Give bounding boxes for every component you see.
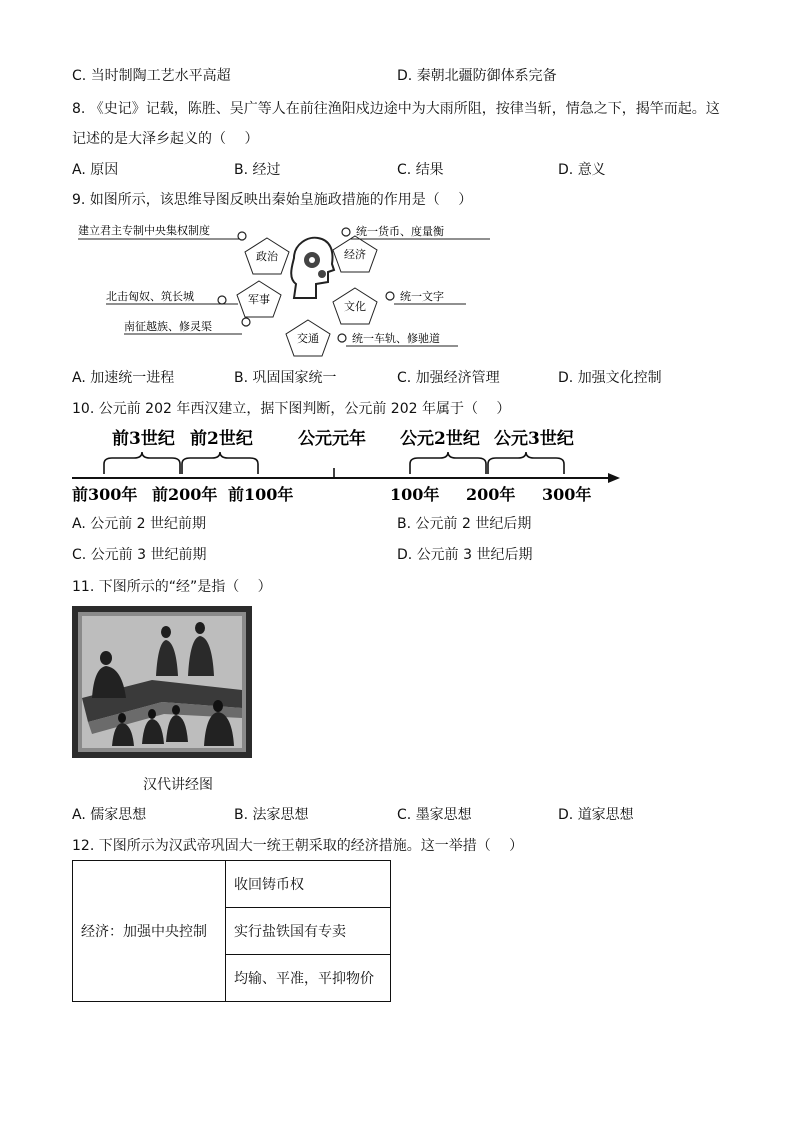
q11-option-d: D. 道家思想 — [558, 807, 634, 823]
tl-century-bc3: 前3世纪 — [112, 429, 175, 449]
q9-option-c: C. 加强经济管理 — [397, 370, 500, 386]
tl-century-ad3: 公元3世纪 — [494, 429, 574, 449]
tl-tick-ad100: 100年 — [390, 485, 440, 504]
gear-icon — [342, 228, 350, 236]
han-lecture-woodcut-image — [72, 606, 252, 758]
mm-item-culture: 统一文字 — [400, 290, 444, 303]
q10-option-d: D. 公元前 3 世纪后期 — [397, 547, 533, 563]
mm-node-military-label: 军事 — [248, 293, 270, 306]
mm-item-military-2: 南征越族、修灵渠 — [124, 320, 212, 333]
mm-node-politics-label: 政治 — [256, 250, 278, 263]
mm-node-economy-label: 经济 — [344, 248, 366, 261]
tl-tick-bc200: 前200年 — [152, 485, 218, 504]
q8-stem-line2: 记述的是大泽乡起义的（ ） — [72, 131, 259, 147]
q9-option-b: B. 巩固国家统一 — [234, 370, 337, 386]
tl-tick-bc100: 前100年 — [228, 485, 294, 504]
mm-item-economy: 统一货币、度量衡 — [356, 225, 444, 238]
tl-century-ad2: 公元2世纪 — [400, 429, 480, 449]
q11-option-b: B. 法家思想 — [234, 807, 309, 823]
table-cell-measure: 收回铸币权 — [226, 861, 391, 908]
q8-option-d: D. 意义 — [558, 162, 606, 178]
tl-epoch-label: 公元元年 — [298, 429, 366, 449]
q10-option-b: B. 公元前 2 世纪后期 — [397, 516, 532, 532]
q8-option-c: C. 结果 — [397, 162, 444, 178]
mm-item-military-1: 北击匈奴、筑长城 — [106, 290, 194, 303]
gear-icon — [238, 232, 246, 240]
table-cell-measure: 均输、平准，平抑物价 — [226, 955, 391, 1002]
tl-tick-ad300: 300年 — [542, 485, 592, 504]
q9-option-a: A. 加速统一进程 — [72, 370, 175, 386]
q9-stem: 9. 如图所示，该思维导图反映出秦始皇施政措施的作用是（ ） — [72, 192, 473, 208]
table-row — [73, 861, 391, 908]
tl-tick-bc300: 前300年 — [72, 485, 138, 504]
q7-option-c: C. 当时制陶工艺水平高超 — [72, 68, 231, 84]
table-cell-measure: 实行盐铁国有专卖 — [226, 908, 391, 955]
economic-measures-table — [72, 860, 391, 1002]
mm-item-transport: 统一车轨、修驰道 — [352, 332, 440, 345]
q7-option-d: D. 秦朝北疆防御体系完备 — [397, 68, 557, 84]
q11-option-c: C. 墨家思想 — [397, 807, 472, 823]
q9-option-d: D. 加强文化控制 — [558, 370, 662, 386]
timeline — [68, 424, 628, 508]
mm-item-politics: 建立君主专制中央集权制度 — [78, 224, 210, 237]
arrow-right-icon — [608, 473, 620, 483]
q10-stem: 10. 公元前 202 年西汉建立，据下图判断，公元前 202 年属于（ ） — [72, 401, 511, 417]
mind-map — [72, 218, 492, 358]
q8-option-b: B. 经过 — [234, 162, 281, 178]
q10-option-a: A. 公元前 2 世纪前期 — [72, 516, 207, 532]
gear-icon — [386, 292, 394, 300]
tl-century-bc2: 前2世纪 — [190, 429, 253, 449]
q8-option-a: A. 原因 — [72, 162, 119, 178]
head-gear-icon — [291, 238, 334, 298]
gear-icon — [242, 318, 250, 326]
gear-icon — [338, 334, 346, 342]
q12-stem: 12. 下图所示为汉武帝巩固大一统王朝采取的经济措施。这一举措（ ） — [72, 838, 524, 854]
q10-option-c: C. 公元前 3 世纪前期 — [72, 547, 207, 563]
mm-node-transport-label: 交通 — [297, 332, 319, 345]
mm-node-culture-label: 文化 — [344, 300, 366, 313]
gear-icon — [218, 296, 226, 304]
tl-tick-ad200: 200年 — [466, 485, 516, 504]
q11-option-a: A. 儒家思想 — [72, 807, 147, 823]
q11-stem: 11. 下图所示的“经”是指（ ） — [72, 579, 272, 595]
table-cell-category: 经济：加强中央控制 — [73, 861, 226, 1002]
q11-image-caption: 汉代讲经图 — [143, 777, 213, 793]
q8-stem-line1: 8. 《史记》记载，陈胜、吴广等人在前往渔阳戍边途中为大雨所阻，按律当斩，情急之下，揭竿而起。这 — [72, 101, 720, 117]
